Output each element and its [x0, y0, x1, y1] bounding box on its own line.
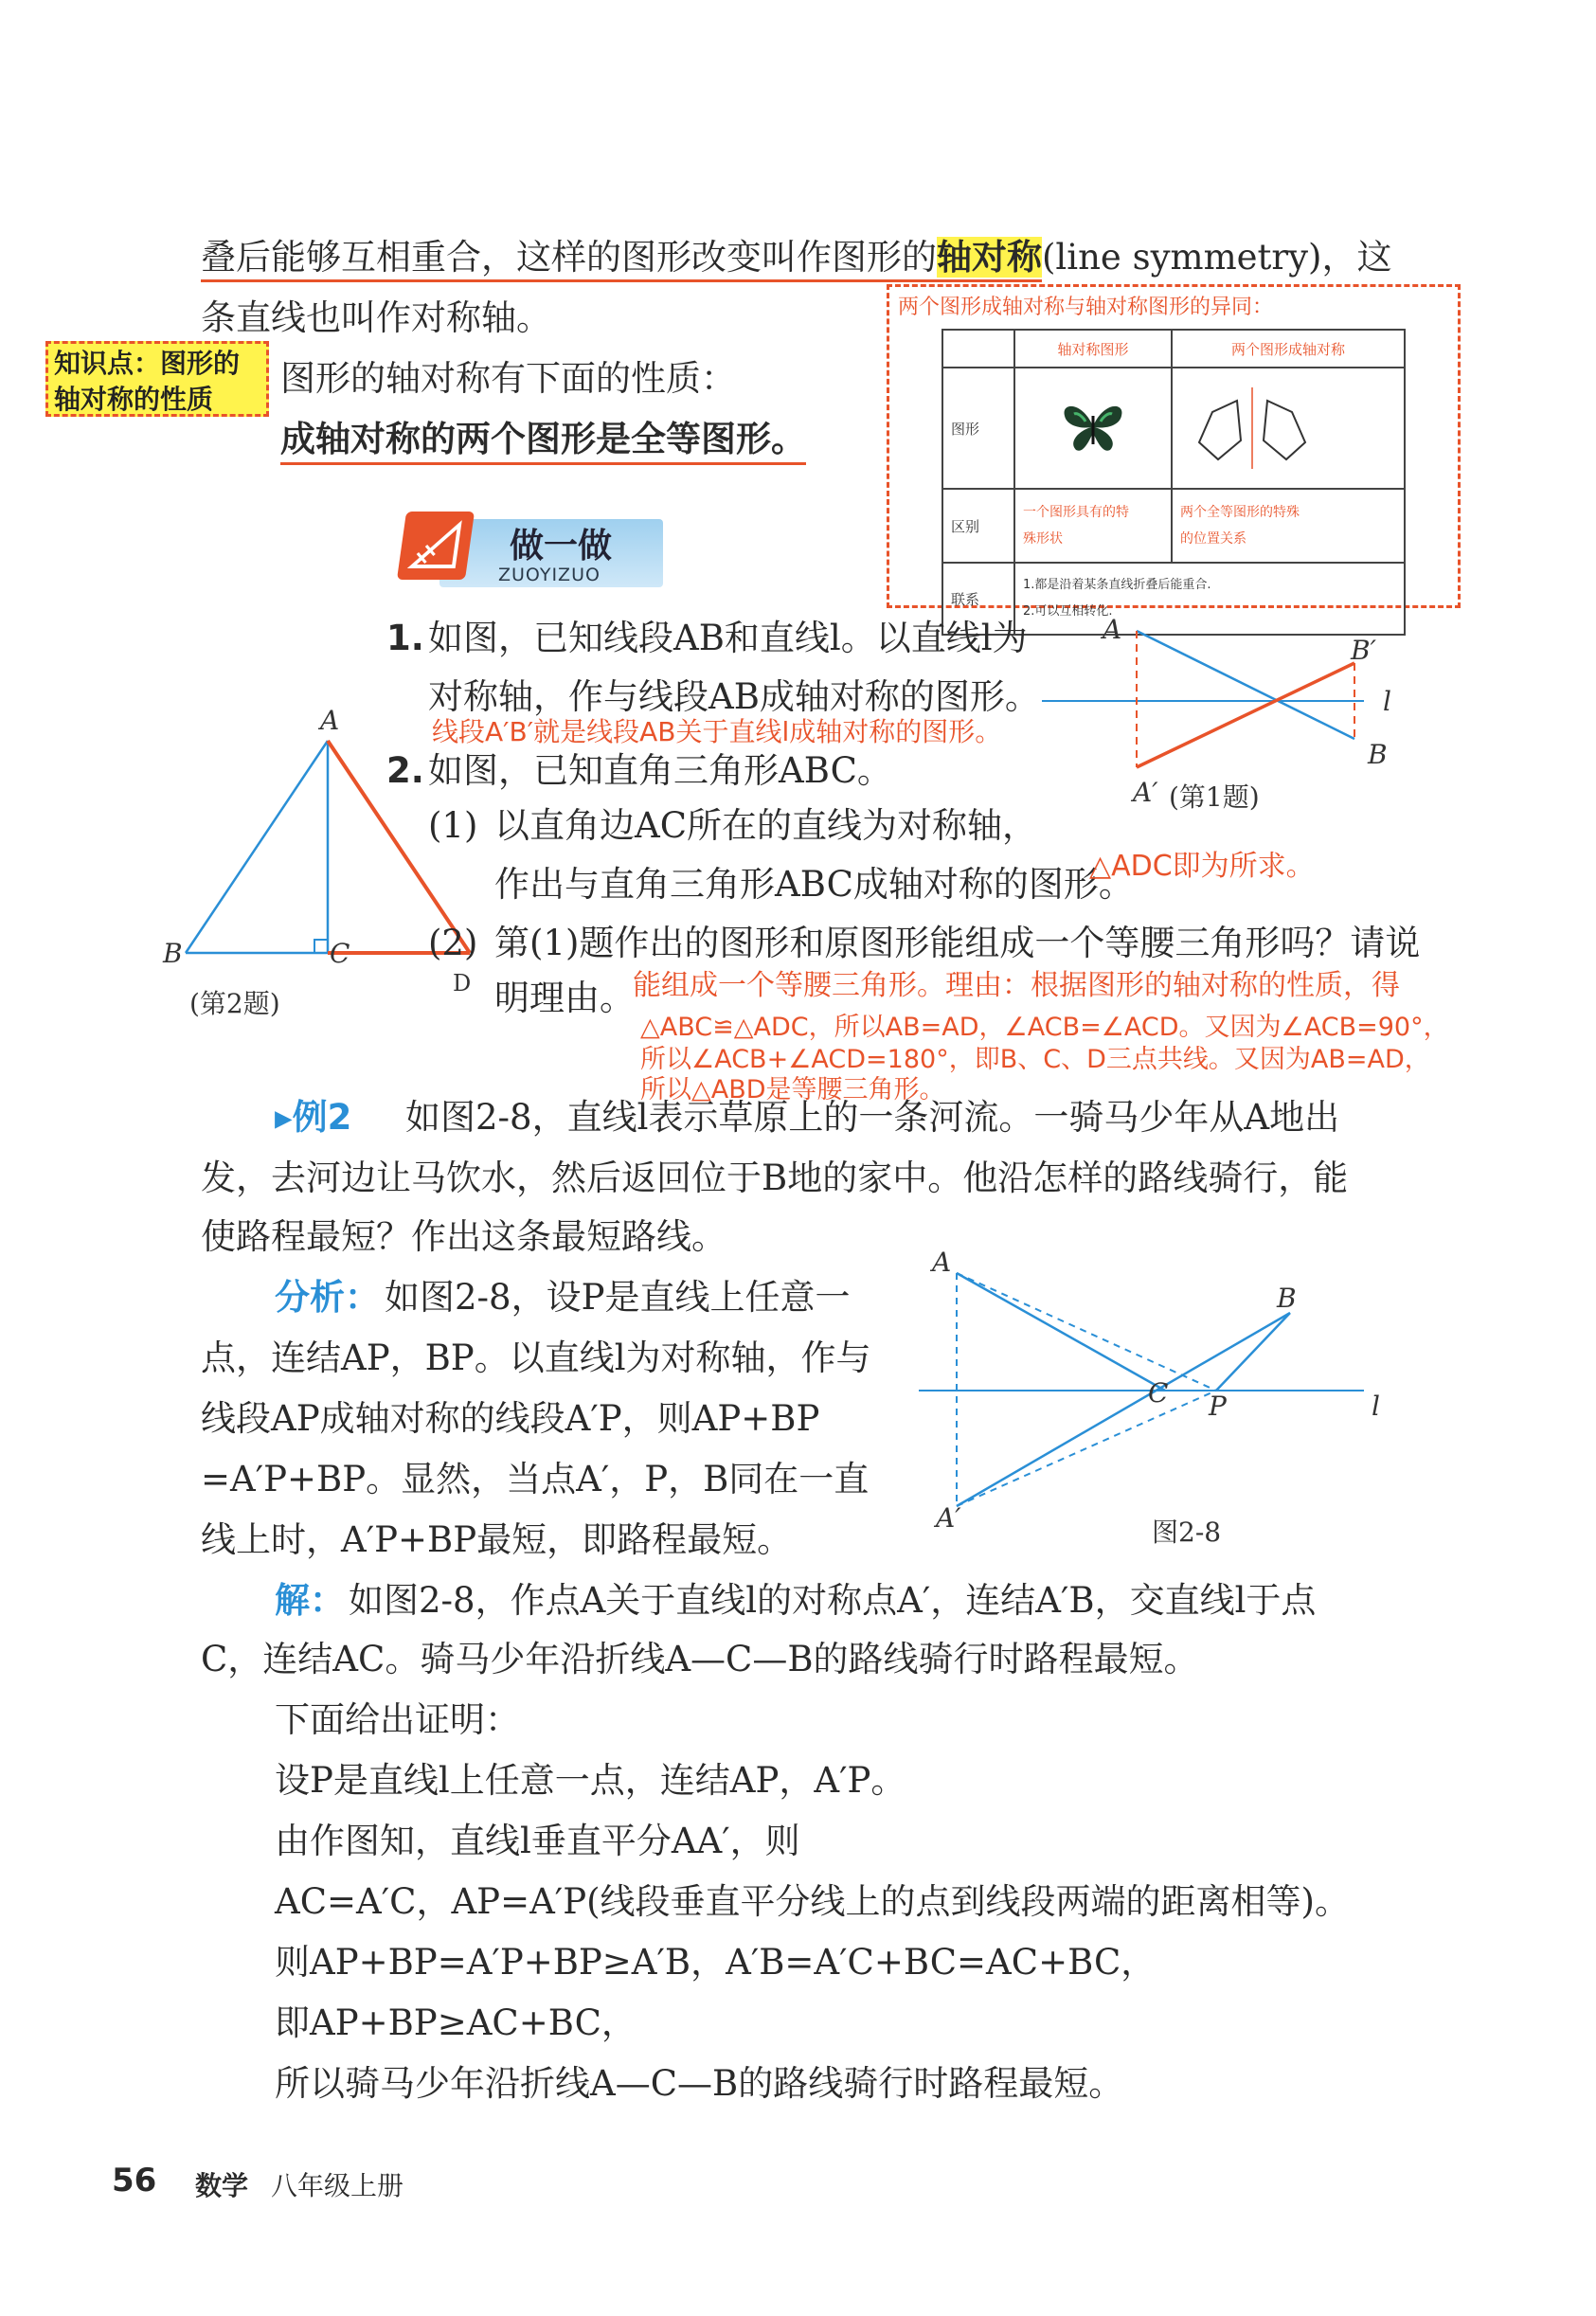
- proof-line-7: 所以骑马少年沿折线A—C—B的路线骑行时路程最短。: [275, 2063, 1124, 2104]
- q2-sub2-number: (2): [428, 923, 478, 963]
- fig-dash-AP: [957, 1273, 1216, 1391]
- proof-line-2: 设P是直线l上任意一点，连结AP，A′P。: [275, 1760, 906, 1801]
- q1-number: 1.: [386, 618, 424, 658]
- cmp-row-label-1: 图形: [942, 368, 1014, 489]
- cmp-header-2: 两个图形成轴对称: [1172, 330, 1405, 368]
- butterfly-icon: [1055, 393, 1131, 459]
- q1-segment-AB: [1137, 631, 1354, 739]
- figure-2-8: [909, 1250, 1440, 1525]
- analysis-line-4: =A′P+BP。显然，当点A′，P，B同在一直: [201, 1459, 870, 1499]
- q2-right-angle-mark: [314, 940, 328, 953]
- proof-line-1: 下面给出证明：: [275, 1699, 520, 1740]
- footer-grade: 八年级上册: [271, 2170, 404, 2201]
- cmp-cell-shapes: [1172, 368, 1405, 489]
- solution-tag: 解：: [275, 1580, 345, 1621]
- q1-label-B: B: [1368, 739, 1388, 770]
- cmp-diff-a-2: 殊形状: [1023, 531, 1063, 547]
- cmp-corner: [942, 330, 1014, 368]
- q2-sub1-line-1: 以直角边AC所在的直线为对称轴，: [494, 805, 1038, 846]
- example-2-line-3: 使路程最短？作出这条最短路线。: [201, 1216, 726, 1257]
- q2-caption: (第2题): [189, 988, 280, 1019]
- fig-segment-ApB: [957, 1313, 1290, 1506]
- cmp-diff-a-1: 一个图形具有的特: [1023, 505, 1129, 520]
- cmp-row-label-3: 联系: [942, 563, 1014, 635]
- q2-sub2-line-1: 第(1)题作出的图形和原图形能组成一个等腰三角形吗？请说: [494, 923, 1421, 963]
- ruler-triangle-icon: [397, 512, 475, 580]
- solution-line-2: C，连结AC。骑马少年沿折线A—C—B的路线骑行时路程最短。: [201, 1639, 1199, 1679]
- q2-label-A: A: [320, 705, 340, 736]
- example-2-tag: ▸例2: [275, 1097, 352, 1138]
- proof-line-4: AC=A′C，AP=A′P(线段垂直平分线上的点到线段两端的距离相等)。: [275, 1881, 1350, 1922]
- q2-number: 2.: [386, 750, 424, 791]
- q2-line-1: 如图，已知直角三角形ABC。: [428, 750, 892, 791]
- example-2-line-1: 如图2-8，直线l表示草原上的一条河流。一骑马少年从A地出: [405, 1097, 1340, 1138]
- cmp-diff-a: [1014, 489, 1172, 563]
- q2-answer-4: 所以△ABD是等腰三角形。: [640, 1075, 945, 1104]
- knowledge-note: [45, 341, 269, 417]
- q2-side-AB: [186, 741, 328, 953]
- q2-sub1-number: (1): [428, 805, 478, 846]
- q2-answer-1: 能组成一个等腰三角形。理由：根据图形的轴对称的性质，得: [633, 969, 1400, 1002]
- fig-label-A: A: [932, 1247, 952, 1278]
- knowledge-note-line-1: 知识点：图形的: [54, 348, 241, 379]
- cmp-diff-b: [1172, 489, 1405, 563]
- property-statement: 成轴对称的两个图形是全等图形。: [280, 417, 806, 465]
- cmp-cell-butterfly: [1014, 368, 1172, 489]
- analysis-line-3: 线段AP成轴对称的线段A′P，则AP+BP: [201, 1398, 820, 1439]
- q1-label-Ap: A′: [1133, 777, 1158, 808]
- q1-label-A: A: [1103, 614, 1122, 645]
- analysis-line-1: 如图2-8，设P是直线上任意一: [385, 1277, 851, 1318]
- term-axial-symmetry: 轴对称: [937, 237, 1042, 278]
- fig-caption: 图2-8: [1152, 1517, 1222, 1548]
- proof-line-3: 由作图知，直线l垂直平分AA′，则: [275, 1821, 800, 1861]
- q1-answer: 线段A′B′就是线段AB关于直线l成轴对称的图形。: [432, 716, 1002, 747]
- q2-label-B: B: [163, 938, 183, 969]
- activity-badge: [402, 512, 667, 595]
- cmp-header-1: 轴对称图形: [1014, 330, 1172, 368]
- q1-label-l: l: [1383, 686, 1391, 717]
- fig-label-C: C: [1148, 1377, 1169, 1409]
- footer-subject: 数学: [195, 2170, 249, 2201]
- property-intro: 图形的轴对称有下面的性质：: [280, 358, 736, 399]
- q2-answer-3: 所以∠ACB+∠ACD=180°，即B、C、D三点共线。又因为AB=AD，: [640, 1045, 1430, 1074]
- intro-line-1: [201, 235, 1391, 280]
- fig-segment-AC: [957, 1273, 1165, 1391]
- q2-answer-2: △ABC≌△ADC，所以AB=AD，∠ACB=∠ACD。又因为∠ACB=90°，: [640, 1013, 1449, 1042]
- q2-sub1-line-2: 作出与直角三角形ABC成轴对称的图形。: [494, 864, 1134, 905]
- q2-sub2-line-2: 明理由。: [494, 978, 635, 1018]
- q1-line-1: 如图，已知线段AB和直线l。以直线l为: [428, 618, 1028, 658]
- q1-caption: (第1题): [1169, 781, 1260, 813]
- q1-line-2: 对称轴，作与线段AB成轴对称的图形。: [428, 676, 1040, 717]
- fig-label-Ap: A′: [936, 1502, 961, 1534]
- analysis-tag: 分析：: [275, 1277, 380, 1318]
- fig-label-l: l: [1372, 1391, 1380, 1422]
- cmp-diff-b-1: 两个全等图形的特殊: [1180, 505, 1300, 520]
- analysis-line-5: 线上时，A′P+BP最短，即路程最短。: [201, 1519, 793, 1560]
- proof-line-6: 即AP+BP≥AC+BC，: [275, 2002, 637, 2043]
- q2-label-D: D: [453, 970, 472, 996]
- intro-line-1-text: 叠后能够互相重合，这样的图形改变叫作图形的: [201, 237, 937, 278]
- symmetric-polygons-icon: [1180, 374, 1322, 478]
- fig-label-B: B: [1277, 1283, 1297, 1314]
- analysis-line-2: 点，连结AP，BP。以直线l为对称轴，作与: [201, 1338, 871, 1378]
- fig-segment-PB: [1216, 1313, 1290, 1391]
- cmp-diff-b-2: 的位置关系: [1180, 531, 1246, 547]
- activity-subtitle: ZUOYIZUO: [498, 565, 601, 585]
- example-2-line-2: 发，去河边让马饮水，然后返回位于B地的家中。他沿怎样的路线骑行，能: [201, 1158, 1349, 1198]
- q2-sub1-answer: △ADC即为所求。: [1089, 850, 1315, 883]
- proof-line-5: 则AP+BP=A′P+BP≥A′B，A′B=A′C+BC=AC+BC，: [275, 1942, 1157, 1983]
- q1-segment-ApBp: [1137, 663, 1354, 767]
- q2-label-C: C: [330, 938, 350, 969]
- comparison-table: [941, 329, 1406, 636]
- intro-line-1-english: (line symmetry)，这: [1042, 237, 1392, 278]
- cmp-row-label-2: 区别: [942, 489, 1014, 563]
- cmp-connection-2: 2.可以互相转化.: [1023, 604, 1113, 619]
- page-number: 56: [112, 2162, 157, 2199]
- q1-label-Bp: B′: [1351, 635, 1376, 666]
- solution-line-1: 如图2-8，作点A关于直线l的对称点A′，连结A′B，交直线l于点: [349, 1580, 1317, 1621]
- fig-dash-ApP: [957, 1391, 1216, 1506]
- intro-line-2: 条直线也叫作对称轴。: [201, 297, 551, 338]
- comparison-title: 两个图形成轴对称与轴对称图形的异同：: [898, 296, 1274, 319]
- activity-title: 做一做: [510, 527, 613, 566]
- knowledge-note-line-2: 轴对称的性质: [54, 384, 214, 415]
- fig-label-P: P: [1209, 1391, 1227, 1422]
- cmp-connection-1: 1.都是沿着某条直线折叠后能重合.: [1023, 578, 1211, 592]
